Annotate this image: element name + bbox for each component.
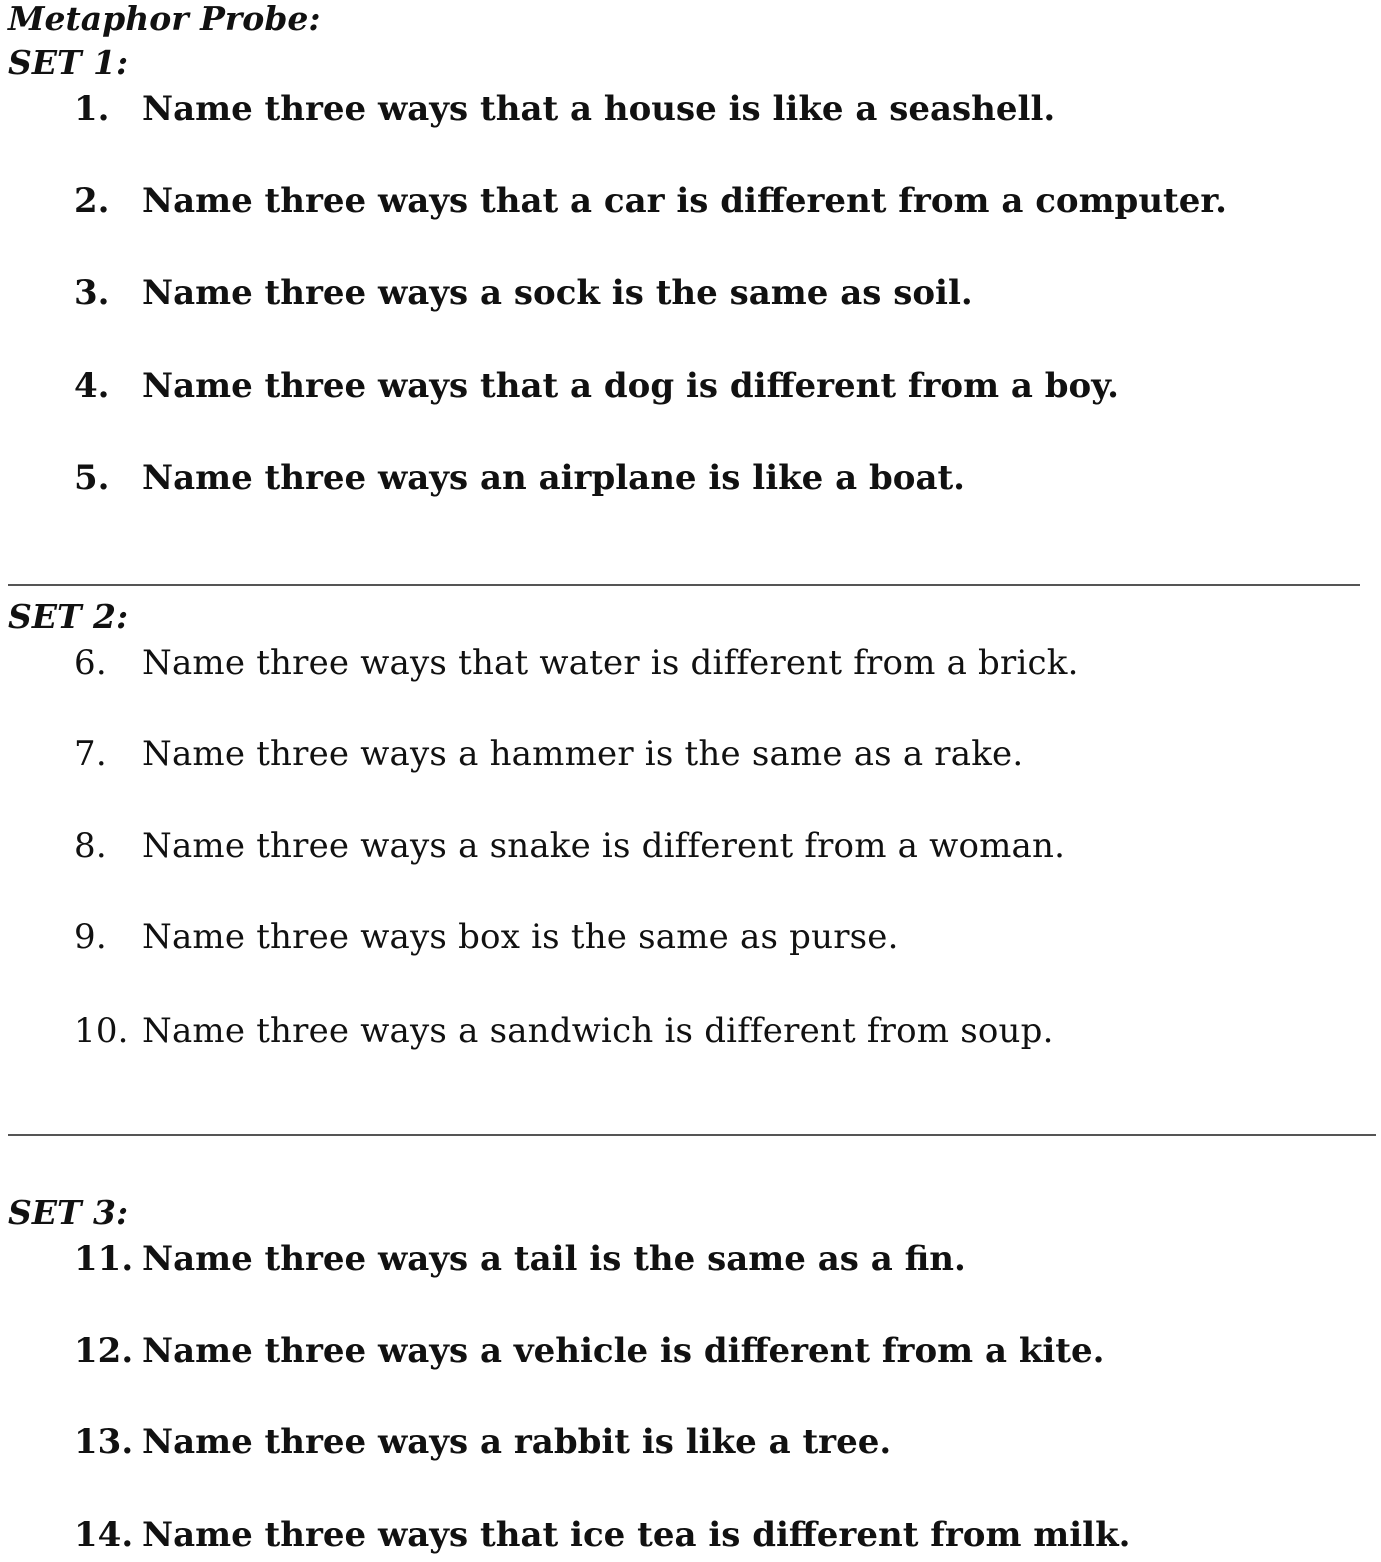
set-2-heading: SET 2: [8, 597, 129, 636]
item-text: Name three ways a vehicle is different from a kite. [142, 1331, 1105, 1371]
item-number: 2. [74, 181, 110, 221]
item-number: 4. [74, 366, 110, 406]
item-text: Name three ways a snake is different from a woman. [142, 826, 1066, 866]
item-number: 7. [74, 734, 107, 774]
item-text: Name three ways an airplane is like a boat. [142, 458, 966, 498]
item-number: 13. [74, 1422, 134, 1462]
item-text: Name three ways that a dog is different from a boy. [142, 366, 1119, 406]
item-text: Name three ways a sandwich is different from soup. [142, 1011, 1054, 1051]
item-text: Name three ways a rabbit is like a tree. [142, 1422, 892, 1462]
item-number: 8. [74, 826, 107, 866]
item-number: 5. [74, 458, 110, 498]
set-3-heading: SET 3: [8, 1193, 129, 1232]
item-text: Name three ways that ice tea is different from milk. [142, 1515, 1131, 1555]
set-1-heading: SET 1: [8, 43, 129, 82]
item-text: Name three ways a sock is the same as soil. [142, 273, 973, 313]
item-number: 11. [74, 1239, 134, 1279]
item-text: Name three ways that water is different from a brick. [142, 643, 1079, 683]
section-divider [8, 584, 1360, 586]
item-number: 14. [74, 1515, 134, 1555]
item-text: Name three ways that a car is different from a computer. [142, 181, 1228, 221]
item-number: 12. [74, 1331, 134, 1371]
item-number: 10. [74, 1011, 129, 1051]
document-title: Metaphor Probe: [8, 0, 321, 38]
section-divider [8, 1134, 1376, 1136]
item-text: Name three ways a tail is the same as a fin. [142, 1239, 966, 1279]
item-number: 1. [74, 89, 110, 129]
item-number: 6. [74, 643, 107, 683]
item-text: Name three ways that a house is like a seashell. [142, 89, 1056, 129]
item-text: Name three ways box is the same as purse. [142, 917, 899, 957]
item-number: 9. [74, 917, 107, 957]
item-text: Name three ways a hammer is the same as a rake. [142, 734, 1024, 774]
item-number: 3. [74, 273, 110, 313]
